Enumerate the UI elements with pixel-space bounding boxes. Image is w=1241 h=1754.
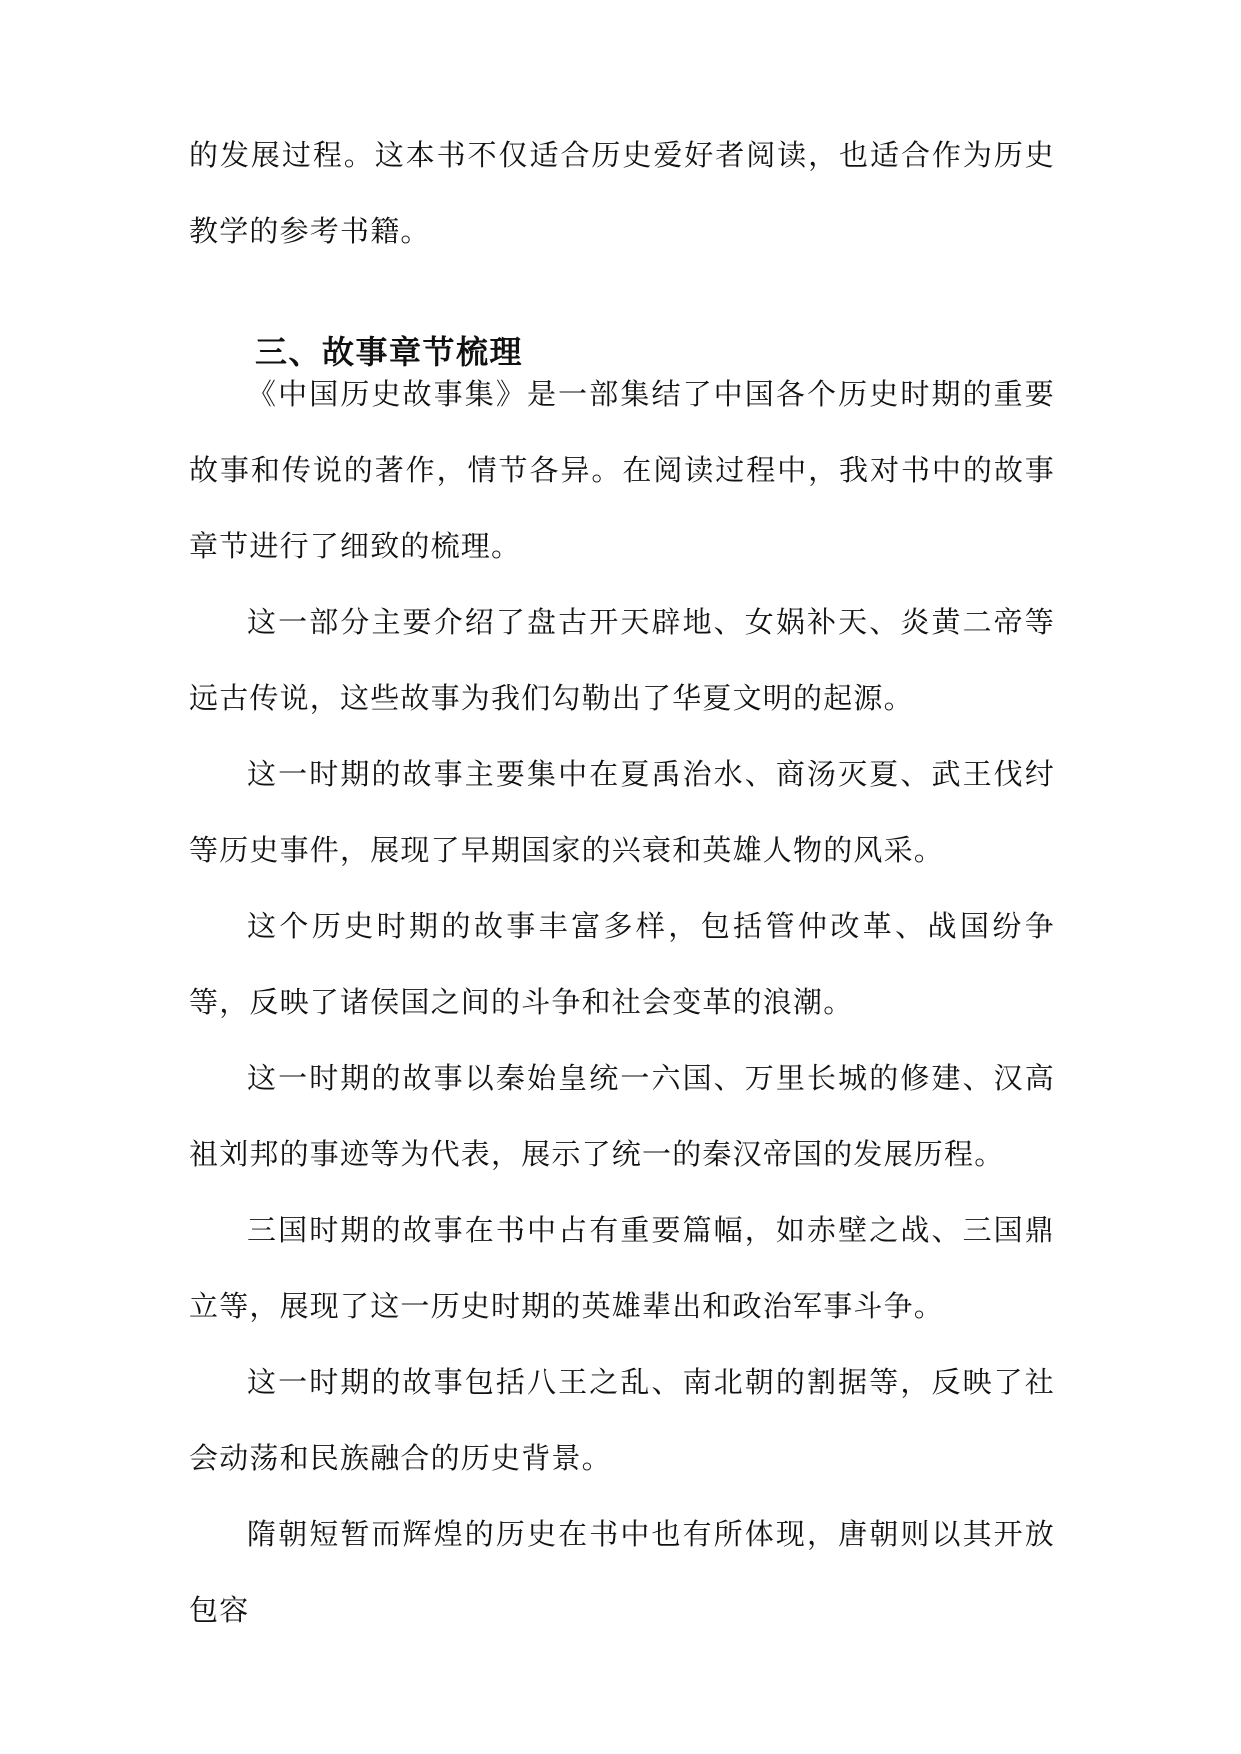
section-heading: 三、故事章节梳理	[255, 333, 524, 371]
paragraph: 这一时期的故事以秦始皇统一六国、万里长城的修建、汉高祖刘邦的事迹等为代表，展示了统一的秦汉帝国的发展历程。	[189, 1061, 1055, 1171]
paragraph: 隋朝短暂而辉煌的历史在书中也有所体现，唐朝则以其开放包容	[189, 1517, 1055, 1627]
paragraph: 《中国历史故事集》是一部集结了中国各个历史时期的重要故事和传说的著作，情节各异。在阅读过程中，我对书中的故事章节进行了细致的梳理。	[189, 377, 1055, 563]
paragraph: 这个历史时期的故事丰富多样，包括管仲改革、战国纷争等，反映了诸侯国之间的斗争和社会变革的浪潮。	[189, 909, 1055, 1019]
continuation-paragraph	[189, 117, 1055, 269]
paragraph: 这一部分主要介绍了盘古开天辟地、女娲补天、炎黄二帝等远古传说，这些故事为我们勾勒出了华夏文明的起源。	[189, 605, 1055, 715]
paragraph: 三国时期的故事在书中占有重要篇幅，如赤壁之战、三国鼎立等，展现了这一历史时期的英雄辈出和政治军事斗争。	[189, 1213, 1055, 1323]
body-paragraphs	[189, 356, 1055, 1648]
paragraph-text: 的发展过程。这本书不仅适合历史爱好者阅读，也适合作为历史教学的参考书籍。	[189, 138, 1055, 248]
paragraph: 这一时期的故事包括八王之乱、南北朝的割据等，反映了社会动荡和民族融合的历史背景。	[189, 1365, 1055, 1475]
paragraph: 这一时期的故事主要集中在夏禹治水、商汤灭夏、武王伐纣等历史事件，展现了早期国家的兴衰和英雄人物的风采。	[189, 757, 1055, 867]
